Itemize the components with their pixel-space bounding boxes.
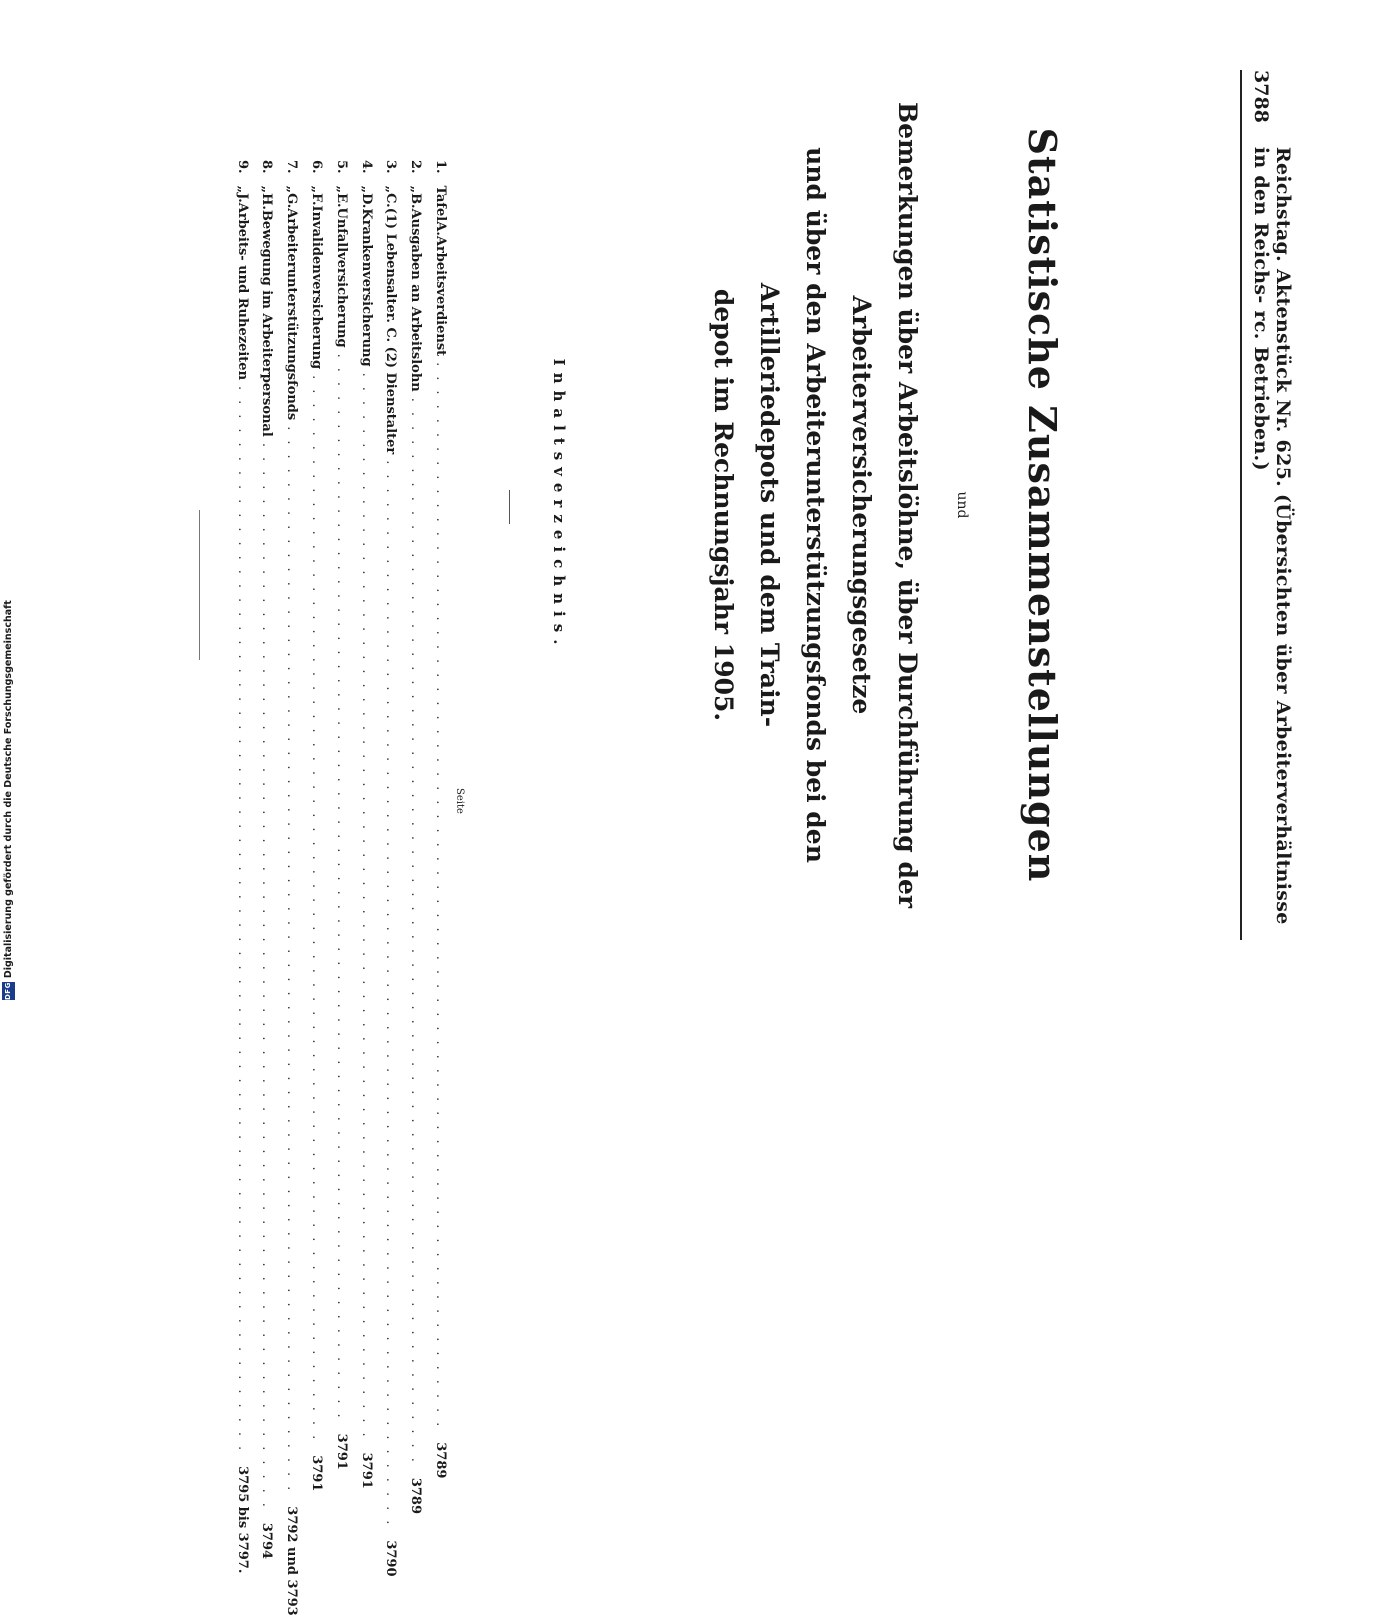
entry-text: Arbeits- und Ruhezeiten [234,202,250,381]
page-column-label: Seite [454,788,465,814]
entry-page: 3790 [383,1540,399,1577]
entry-page: 3792 und 3793 [284,1506,300,1616]
entry-ref: „ [408,185,424,194]
entry-page: 3791 [358,1452,374,1489]
document-subtitle [700,70,930,940]
subtitle-line: depot im Rechnungsjahr 1905. [709,288,738,722]
leader-dots: ............................................................................ [383,460,399,1535]
dfg-logo: DFG [2,982,15,1000]
document-page [220,70,1294,1616]
toc-entry [324,160,349,1470]
leader-dots: ............................................................................ [358,372,374,1447]
entry-text: Bewegung im Arbeiterpersonal [259,209,275,437]
entry-ref: „ [234,185,250,194]
entry-letter: A. [433,221,448,236]
toc-entry [374,160,399,1577]
document-title: Statistische Zusammenstellungen [1020,127,1065,883]
entry-ref: „ [358,185,374,194]
running-header [1240,70,1294,940]
entry-letter: B. [408,193,424,209]
toc-entry [225,160,250,1574]
entry-number: 4. [358,160,374,174]
entry-page: 3795 bis 3797. [234,1466,250,1574]
toc-entry [299,160,325,1492]
entry-letter: F. [309,193,325,206]
entry-letter: G. [284,193,300,209]
entry-ref: „ [333,185,349,194]
subtitle-line: Bemerkungen über Arbeitslöhne, über Durchführung der Arbeiterversicherungsgesetze [847,101,922,909]
entry-number: 5. [333,160,349,174]
entry-number: 9. [234,160,250,174]
leader-dots: ............................................................................ [259,442,275,1517]
entry-ref: „ [383,185,399,194]
toc-heading: Inhaltsverzeichnis. [550,358,568,652]
toc-entry [349,160,374,1489]
entry-ref: Tafel [433,185,448,222]
entry-ref: „ [259,185,275,194]
subtitle-line: und über den Arbeiterunterstützungsfonds bei den Artilleriedepots und dem Train- [755,147,830,863]
leader-dots: ............................................................................ [284,426,300,1501]
toc-entry [398,160,424,1515]
toc-list [225,160,448,1616]
entry-number: 1. [433,160,448,174]
digitization-credit [0,600,16,1000]
entry-text: (1) Lebensalter. C. (2) Dienstalter [383,207,399,455]
entry-number: 7. [284,160,300,174]
conjunction: und [954,491,970,519]
entry-letter: D. [358,193,374,209]
entry-page: 3789 [433,1442,448,1479]
entry-text: Arbeiterunterstützungsfonds [284,208,300,421]
entry-text: Arbeitsverdienst [433,235,448,357]
entry-letter: C. [383,193,399,208]
entry-text: Unfallversicherung [333,207,349,348]
header-text: Reichstag. Aktenstück Nr. 625. (Übersichten über Arbeiterverhältnisse in den Reichs- rc. Betrieben.) [1250,146,1294,925]
divider [199,510,200,660]
divider [509,490,510,524]
entry-page: 3791 [333,1433,349,1470]
entry-ref: „ [284,185,300,194]
entry-text: Invalidenversicherung [309,205,325,370]
entry-page: 3791 [309,1455,325,1492]
page-number: 3788 [1250,70,1272,123]
entry-page: 3789 [408,1477,424,1515]
entry-ref: „ [309,185,325,194]
entry-text: Krankenversicherung [358,208,374,367]
credit-text: Digitalisierung gefördert durch die Deutsche Forschungsgemeinschaft [2,600,14,979]
leader-dots: ............................................................................ [234,386,250,1461]
entry-letter: H. [259,193,275,210]
toc-entry [274,160,300,1616]
entry-text: Ausgaben an Arbeitslohn [408,208,424,392]
entry-number: 2. [408,160,424,174]
leader-dots: ............................................................................ [333,353,349,1428]
entry-letter: E. [333,193,349,208]
leader-dots: ............................................................................ [408,397,424,1472]
leader-dots: ............................................................................ [309,375,325,1450]
toc-entry [250,160,275,1560]
entry-number: 3. [383,160,399,174]
toc-entry [423,160,448,1479]
entry-number: 6. [309,160,325,174]
entry-number: 8. [259,160,275,174]
leader-dots: ............................................................................ [433,362,448,1437]
entry-letter: J. [234,193,250,203]
entry-page: 3794 [259,1522,275,1560]
